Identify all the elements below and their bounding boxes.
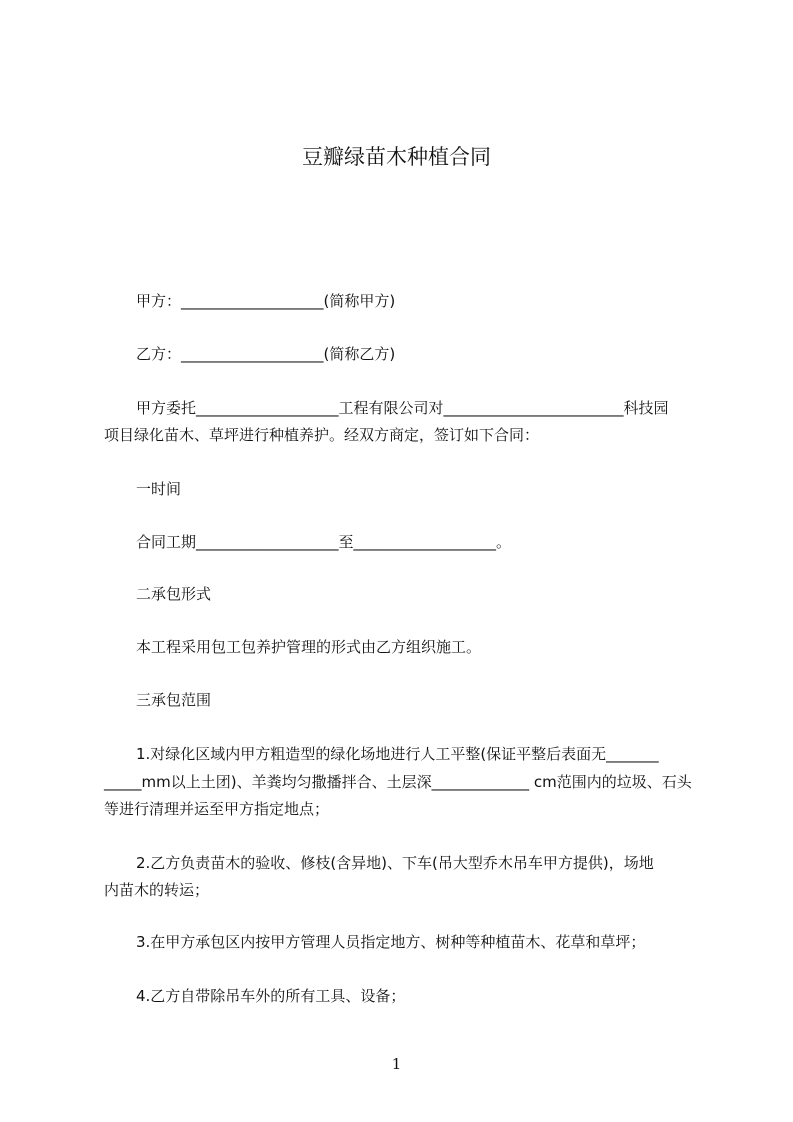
scope-item-1-line-1: 1.对绿化区域内甲方粗造型的绿化场地进行人工平整(保证平整后表面无_______ [136,745,659,763]
document-title: 豆瓣绿苗木种植合同 [302,145,491,169]
contract-form-line: 本工程采用包工包养护管理的形式由乙方组织施工。 [136,638,482,656]
contract-period-line: 合同工期___________________至___________________。 [136,533,512,551]
section-1-heading: 一时间 [136,480,182,498]
party-b-line: 乙方：___________________(简称乙方) [136,345,396,363]
section-3-heading: 三承包范围 [136,691,212,709]
scope-item-4: 4.乙方自带除吊车外的所有工具、设备； [136,987,406,1005]
intro-line-1: 甲方委托___________________工程有限公司对________________________科技园 [136,399,669,417]
scope-item-2-line-1: 2.乙方负责苗木的验收、修枝(含异地)、下车(吊大型乔木吊车甲方提供)，场地 [136,854,654,872]
scope-item-3: 3.在甲方承包区内按甲方管理人员指定地方、树种等种植苗木、花草和草坪； [136,933,646,951]
scope-item-1-line-3: 等进行清理并运至甲方指定地点； [104,800,330,818]
party-a-line: 甲方：___________________(简称甲方) [136,292,396,310]
scope-item-1-line-2: _____mm以上土团)、羊粪均匀撒播拌合、土层深_____________ cm范围内的垃圾、石头 [104,773,692,791]
section-2-heading: 二承包形式 [136,585,212,603]
page-number: 1 [391,1055,402,1073]
intro-line-2: 项目绿化苗木、草坪进行种植养护。经双方商定，签订如下合同： [104,426,540,444]
scope-item-2-line-2: 内苗木的转运； [104,881,210,899]
